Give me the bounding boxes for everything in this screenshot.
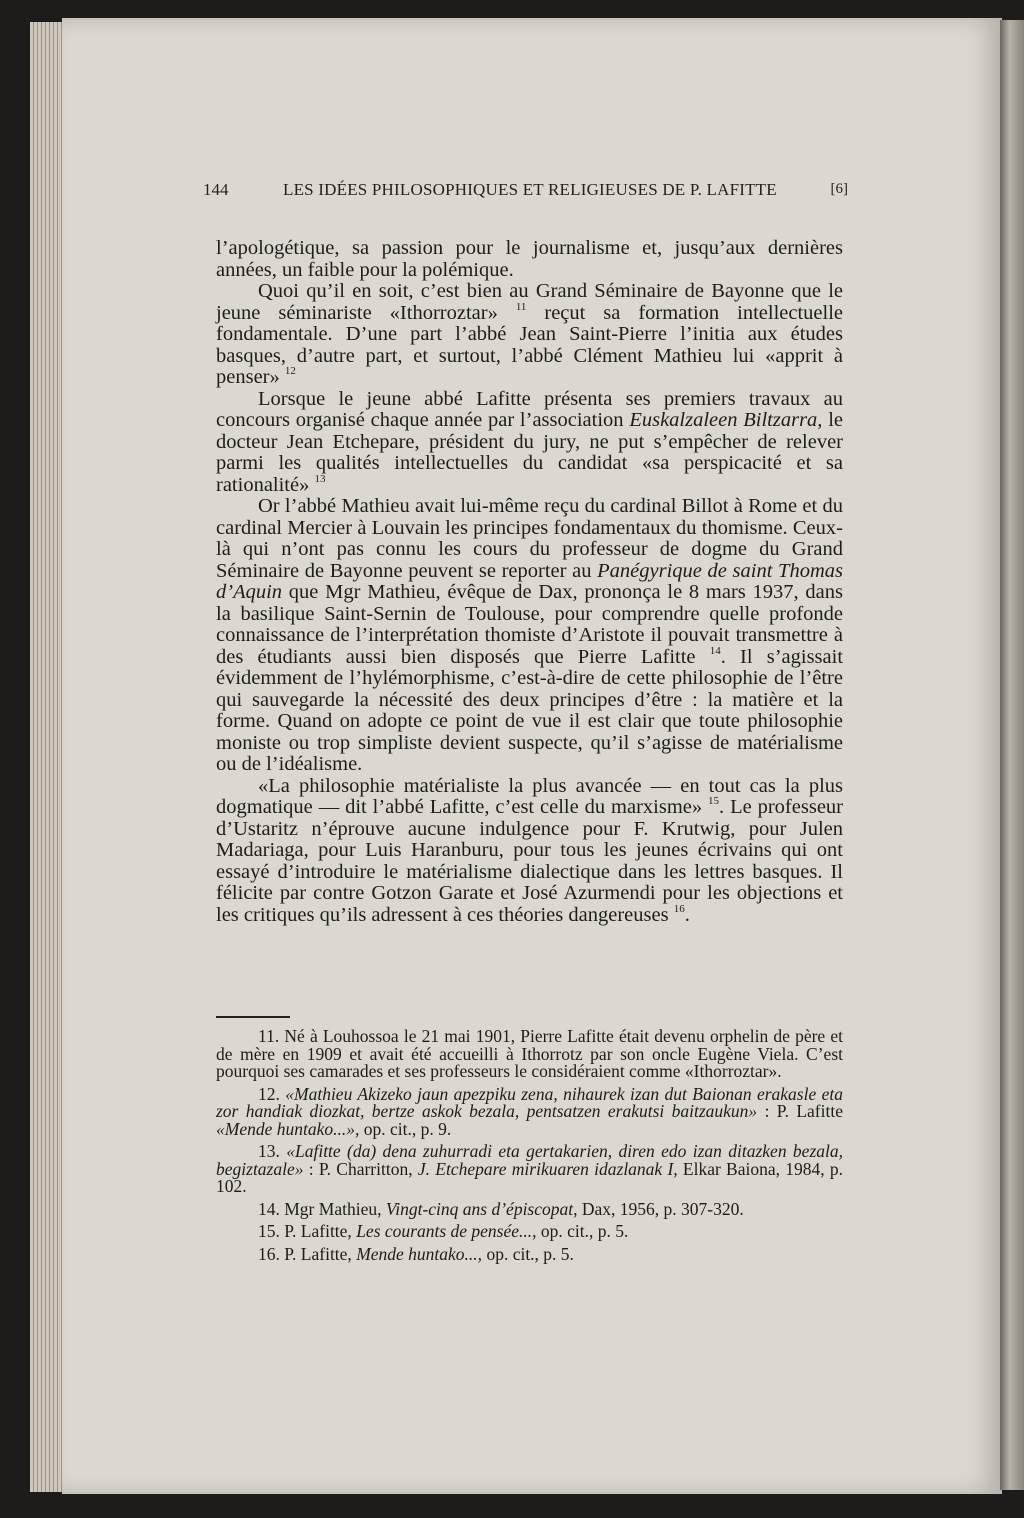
footnote-16: 16. P. Lafitte, Mende huntako..., op. cit., p. 5. xyxy=(258,1243,574,1264)
chapter-marker: [6] xyxy=(830,181,848,197)
footnote-13: 13. «Lafitte (da) dena zuhurradi eta gertakarien, diren edo izan ditazken bezala, begiztazale» : P. Charritton, J. Etchepare mirikuaren idazlanak I, Elkar Baiona, 1984, p. 102. xyxy=(216,1141,844,1196)
footnote-14: 14. Mgr Mathieu, Vingt-cinq ans d’épiscopat, Dax, 1956, p. 307-320. xyxy=(258,1198,744,1219)
running-title: LES IDÉES PHILOSOPHIQUES ET RELIGIEUSES DE P. LAFITTE xyxy=(283,180,777,199)
footnote-ref-14: 14 xyxy=(709,644,721,657)
footnote-ref-15: 15 xyxy=(708,795,720,807)
paragraph-4: Or l’abbé Mathieu avait lui-même reçu du cardinal Billot à Rome et du cardinal Mercier à Louvain les principes fondamentaux du thomisme. Ceux-là qui n’ont pas connu les cours du professeur de dogme du Grand Séminaire de Bayonne peuvent se reporter au Panégyrique de saint Thomas d’Aquin que Mgr Mathieu, évêque de Dax, prononça le 8 mars 1937, dans la basilique Saint-Sernin de Toulouse, pour comprendre quelle profonde connaissance de l’interprétation thomiste d’Aristote il pouvait transmettre à des étudiants aussi bien disposés que Pierre Lafitte $^{14}$. Il s’agissait évidemment de l’hylémorphisme, c’est-à-dire de cette philosophie de l’être qui sauvegarde la nécessité des deux principes d’être : la matière et la forme. Quand on adopte ce point de vue il est clair que toute philosophie moniste ou trop simpliste devient suspecte, qu’il s’agisse de matérialisme ou de l’idéalisme. xyxy=(216,495,844,775)
footnote-12: 12. «Mathieu Akizeko jaun apezpiku zena, nihaurek izan dut Baionan erakasle eta zor handiak diozkat, bertze askok bezala, pentsatzen erakutsi baitzaukun» : P. Lafitte «Mende huntako...», op. cit., p. 9. xyxy=(216,1083,843,1139)
footnote-ref-16: 16 xyxy=(673,902,685,915)
paragraph-1: l’apologétique, sa passion pour le journalisme et, jusqu’aux dernières années, un faible pour la polémique. xyxy=(216,237,843,281)
paragraph-2: Quoi qu’il en soit, c’est bien au Grand Séminaire de Bayonne que le jeune séminariste «Ithorroztar» $^{11}$ reçut sa formation intellectuelle fondamentale. D’une part l’abbé Jean Saint-Pierre l’initia aux études basques, d’autre part, et surtout, l’abbé Clément Mathieu lui «apprit à penser» $^{12}$ xyxy=(216,280,844,388)
footnote-rule xyxy=(216,1016,290,1018)
footnotes xyxy=(216,1028,843,1268)
running-head xyxy=(203,180,848,206)
page-number: 144 xyxy=(203,180,229,199)
paragraph-5: «La philosophie matérialiste la plus avancée — en tout cas la plus dogmatique — dit l’abbé Lafitte, c’est celle du marxisme» $^{15}$. Le professeur d’Ustaritz n’éprouve aucune indulgence pour F. Krutwig, pour Julen Madariaga, pour Luis Haranburu, pour tous les jeunes écrivains qui ont essayé d’introduire le matérialisme dialectique dans les lettres basques. Il félicite par contre Gotzon Garate et José Azurmendi pour les objections et les critiques qu’ils adressent à ces théories dangereuses $^{16}$. xyxy=(216,774,843,926)
footnote-15: 15. P. Lafitte, Les courants de pensée..., op. cit., p. 5. xyxy=(258,1221,629,1241)
paragraph-3: Lorsque le jeune abbé Lafitte présenta ses premiers travaux au concours organisé chaque année par l’association Euskalzaleen Biltzarra, le docteur Jean Etchepare, président du jury, ne put s’empêcher de relever parmi les qualités intellectuelles du candidat «sa perspicacité et sa rationalité» $^{13}$ xyxy=(216,387,843,496)
footnote-11: 11. Né à Louhossoa le 21 mai 1901, Pierre Lafitte était devenu orphelin de père et de mère en 1909 et avait été accueilli à Ithorrotz par son oncle Eugène Viela. C’est pourquoi ses camarades et ses professeurs le considéraient comme «Ithorroztar». xyxy=(216,1026,843,1081)
facing-page-edge xyxy=(1000,20,1024,1490)
footnote-ref-11: 11 xyxy=(515,300,527,313)
footnote-ref-13: 13 xyxy=(314,472,326,485)
body-text xyxy=(216,238,843,926)
footnote-ref-12: 12 xyxy=(284,365,296,377)
